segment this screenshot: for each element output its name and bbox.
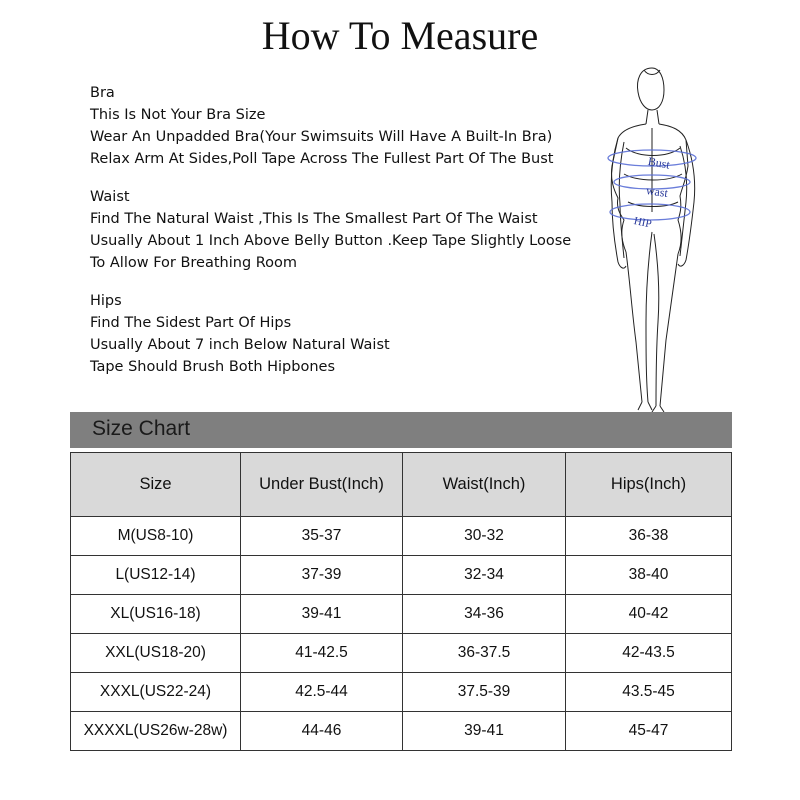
section-heading: Bra — [90, 85, 115, 101]
hips-cell: 40-42 — [566, 595, 732, 634]
size-cell: XXXXL(US26w-28w) — [71, 712, 241, 751]
waist-cell: 34-36 — [403, 595, 566, 634]
under-bust-cell: 37-39 — [241, 556, 403, 595]
column-header-hips: Hips(Inch) — [566, 453, 732, 517]
column-header-waist: Waist(Inch) — [403, 453, 566, 517]
column-header-under-bust: Under Bust(Inch) — [241, 453, 403, 517]
instruction-line: Wear An Unpadded Bra(Your Swimsuits Will Have A Built-In Bra) — [90, 129, 553, 145]
table-header-row — [71, 453, 732, 517]
hips-section — [90, 290, 610, 378]
size-cell: M(US8-10) — [71, 517, 241, 556]
instruction-line: Find The Natural Waist ,This Is The Smallest Part Of The Waist — [90, 211, 538, 227]
size-chart-table — [70, 452, 732, 751]
size-chart-title: Size Chart — [92, 417, 191, 440]
under-bust-cell: 35-37 — [241, 517, 403, 556]
hips-cell: 45-47 — [566, 712, 732, 751]
size-cell: L(US12-14) — [71, 556, 241, 595]
table-row — [71, 673, 732, 712]
bra-section — [90, 82, 610, 170]
bust-label: Bust — [646, 154, 671, 172]
waist-cell: 37.5-39 — [403, 673, 566, 712]
table-row — [71, 634, 732, 673]
hip-label: HIP — [632, 215, 653, 231]
waist-cell: 30-32 — [403, 517, 566, 556]
measurement-instructions — [90, 82, 610, 394]
under-bust-cell: 44-46 — [241, 712, 403, 751]
under-bust-cell: 41-42.5 — [241, 634, 403, 673]
size-cell: XL(US16-18) — [71, 595, 241, 634]
table-row — [71, 712, 732, 751]
instruction-line: To Allow For Breathing Room — [90, 255, 298, 271]
section-heading: Waist — [90, 189, 130, 205]
under-bust-cell: 42.5-44 — [241, 673, 403, 712]
hips-cell: 36-38 — [566, 517, 732, 556]
body-figure-illustration — [560, 62, 740, 412]
instruction-line: Find The Sidest Part Of Hips — [90, 315, 292, 331]
instruction-line: Usually About 1 Inch Above Belly Button .Keep Tape Slightly Loose — [90, 233, 572, 249]
hips-cell: 43.5-45 — [566, 673, 732, 712]
figure-left-leg — [626, 232, 652, 402]
column-header-size: Size — [71, 453, 241, 517]
instruction-line: Relax Arm At Sides,Poll Tape Across The Fullest Part Of The Bust — [90, 151, 554, 167]
table-row — [71, 595, 732, 634]
hips-cell: 38-40 — [566, 556, 732, 595]
figure-left-arm — [611, 138, 626, 268]
size-cell: XXXL(US22-24) — [71, 673, 241, 712]
waist-cell: 36-37.5 — [403, 634, 566, 673]
instruction-line: Usually About 7 inch Below Natural Waist — [90, 337, 390, 353]
table-row — [71, 517, 732, 556]
page-title: How To Measure — [261, 13, 539, 58]
under-bust-cell: 39-41 — [241, 595, 403, 634]
instruction-line: Tape Should Brush Both Hipbones — [90, 359, 336, 375]
waist-label: wast — [645, 183, 669, 201]
size-chart-banner — [70, 412, 732, 448]
section-heading: Hips — [90, 293, 122, 309]
figure-right-leg — [654, 234, 678, 406]
table-row — [71, 556, 732, 595]
size-cell: XXL(US18-20) — [71, 634, 241, 673]
hips-cell: 42-43.5 — [566, 634, 732, 673]
waist-section — [90, 186, 610, 274]
waist-cell: 32-34 — [403, 556, 566, 595]
instruction-line: This Is Not Your Bra Size — [90, 107, 266, 123]
waist-cell: 39-41 — [403, 712, 566, 751]
figure-neck — [646, 110, 659, 124]
